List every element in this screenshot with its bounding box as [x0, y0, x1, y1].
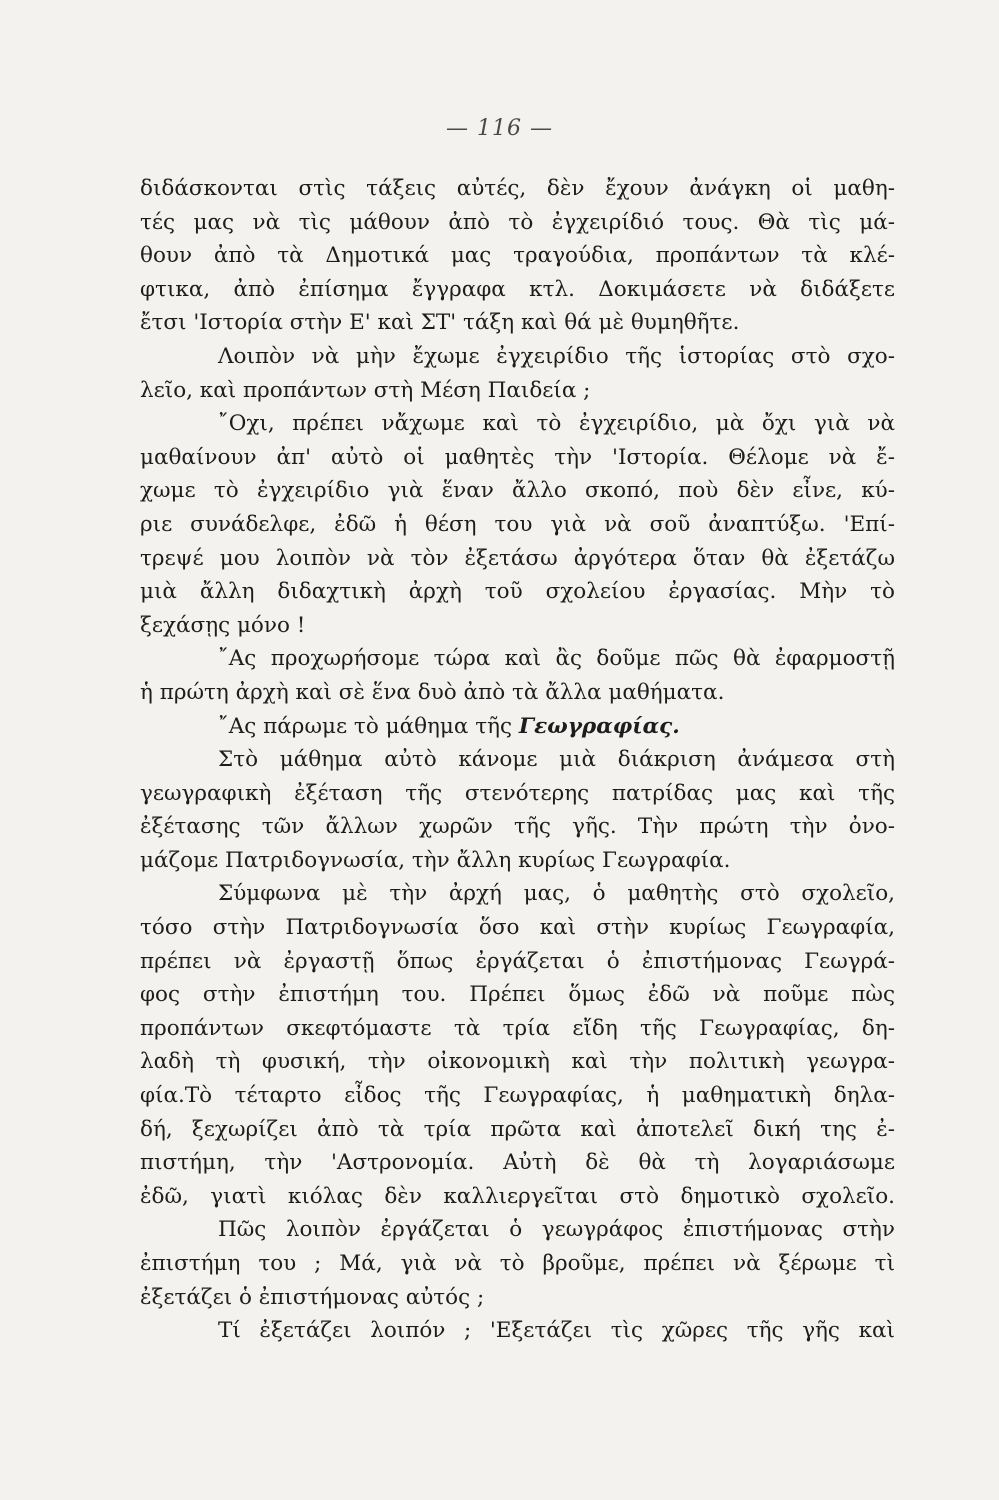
text-line: μιὰ ἄλλη διδαχτικὴ ἀρχὴ τοῦ σχολείου ἐργασίας. Μὴν τὸ	[140, 579, 895, 605]
text-line: γεωγραφικὴ ἐξέταση τῆς στενότερης πατρίδας μας καὶ τῆς	[140, 780, 895, 806]
page-number: — 116 —	[446, 116, 553, 141]
text-line: ἐξετάζει ὁ ἐπιστήμονας αὐτός ;	[140, 1284, 485, 1310]
text-line: ἔτσι 'Ιστορία στὴν Ε' καὶ ΣΤ' τάξη καὶ θά μὲ θυμηθῆτε.	[140, 310, 740, 336]
text-line: διδάσκονται στὶς τάξεις αὐτές, δὲν ἔχουν ἀνάγκη οἱ μαθη-	[140, 176, 895, 201]
text-line	[140, 710, 895, 744]
text-line: μάζομε Πατριδογνωσία, τὴν ἄλλη κυρίως Γεωγραφία.	[140, 847, 731, 873]
text-line: δή, ξεχωρίζει ἀπὸ τὰ τρία πρῶτα καὶ ἀποτελεῖ δική της ἐ-	[140, 1116, 895, 1142]
text-line: τόσο στὴν Πατριδογνωσία ὅσο καὶ στὴν κυρίως Γεωγραφία,	[140, 915, 895, 941]
text-line: Πῶς λοιπὸν ἐργάζεται ὁ γεωγράφος ἐπιστήμονας στὴν	[218, 1217, 895, 1243]
text-line: χωμε τὸ ἐγχειρίδιο γιὰ ἕναν ἄλλο σκοπό, ποὺ δὲν εἶνε, κύ-	[140, 478, 895, 504]
text-line: πιστήμη, τὴν 'Αστρονομία. Αὐτὴ δὲ θὰ τὴ λογαριάσωμε	[140, 1150, 895, 1176]
text-line: ἡ πρώτη ἀρχὴ καὶ σὲ ἕνα δυὸ ἀπὸ τὰ ἄλλα μαθήματα.	[140, 679, 725, 705]
emphasized-term: Γεωγραφίας.	[518, 713, 680, 739]
text-line: Σύμφωνα μὲ τὴν ἀρχή μας, ὁ μαθητὴς στὸ σχολεῖο,	[218, 881, 895, 907]
text-line: τές μας νὰ τὶς μάθουν ἀπὸ τὸ ἐγχειρίδιό τους. Θὰ τὶς μά-	[140, 209, 895, 235]
text-line: πρέπει νὰ ἐργαστῇ ὅπως ἐργάζεται ὁ ἐπιστήμονας Γεωγρά-	[140, 948, 895, 974]
text-line: φος στὴν ἐπιστήμη του. Πρέπει ὅμως ἐδῶ νὰ ποῦμε πὼς	[140, 982, 895, 1008]
text-line: Λοιπὸν νὰ μὴν ἔχωμε ἐγχειρίδιο τῆς ἱστορίας στὸ σχο-	[218, 343, 895, 369]
text-line: θουν ἀπὸ τὰ Δημοτικά μας τραγούδια, προπάντων τὰ κλέ-	[140, 243, 895, 269]
text-line: φτικα, ἀπὸ ἐπίσημα ἔγγραφα κτλ. Δοκιμάσετε νὰ διδάξετε	[140, 276, 895, 302]
text-line: ῎Οχι, πρέπει νἄχωμε καὶ τὸ ἐγχειρίδιο, μὰ ὄχι γιὰ νὰ	[218, 411, 895, 437]
text-span: ῎Ας πάρωμε τὸ μάθημα τῆς	[218, 713, 513, 739]
text-line: ῎Ας προχωρήσομε τώρα καὶ ἂς δοῦμε πῶς θὰ ἐφαρμοστῇ	[218, 646, 895, 672]
text-line: ριε συνάδελφε, ἐδῶ ἡ θέση του γιὰ νὰ σοῦ ἀναπτύξω. 'Επί-	[140, 511, 895, 537]
text-line: ξεχάσῃς μόνο !	[140, 612, 306, 638]
text-line: μαθαίνουν ἀπ' αὐτὸ οἱ μαθητὲς τὴν 'Ιστορία. Θέλομε νὰ ἔ-	[140, 444, 895, 470]
text-line: Τί ἐξετάζει λοιπόν ; 'Εξετάζει τὶς χῶρες τῆς γῆς καὶ	[218, 1318, 895, 1344]
text-line: λεῖο, καὶ προπάντων στὴ Μέση Παιδεία ;	[140, 377, 591, 403]
text-line: φία.Τὸ τέταρτο εἶδος τῆς Γεωγραφίας, ἡ μαθηματικὴ δηλα-	[140, 1083, 895, 1109]
text-line: τρεψέ μου λοιπὸν νὰ τὸν ἐξετάσω ἀργότερα ὅταν θὰ ἐξετάζω	[140, 545, 895, 571]
text-line: ἐπιστήμη του ; Μά, γιὰ νὰ τὸ βροῦμε, πρέπει νὰ ξέρωμε τὶ	[140, 1251, 895, 1276]
body-text	[140, 172, 895, 1348]
text-line: προπάντων σκεφτόμαστε τὰ τρία εἴδη τῆς Γεωγραφίας, δη-	[140, 1015, 895, 1041]
text-line: ἐξέτασης τῶν ἄλλων χωρῶν τῆς γῆς. Τὴν πρώτη τὴν ὀνο-	[140, 814, 895, 840]
text-line: λαδὴ τὴ φυσική, τὴν οἰκονομικὴ καὶ τὴν πολιτικὴ γεωγρα-	[140, 1049, 895, 1075]
text-line: ἐδῶ, γιατὶ κιόλας δὲν καλλιεργεῖται στὸ δημοτικὸ σχολεῖο.	[140, 1183, 895, 1209]
text-line: Στὸ μάθημα αὐτὸ κάνομε μιὰ διάκριση ἀνάμεσα στὴ	[218, 747, 895, 773]
